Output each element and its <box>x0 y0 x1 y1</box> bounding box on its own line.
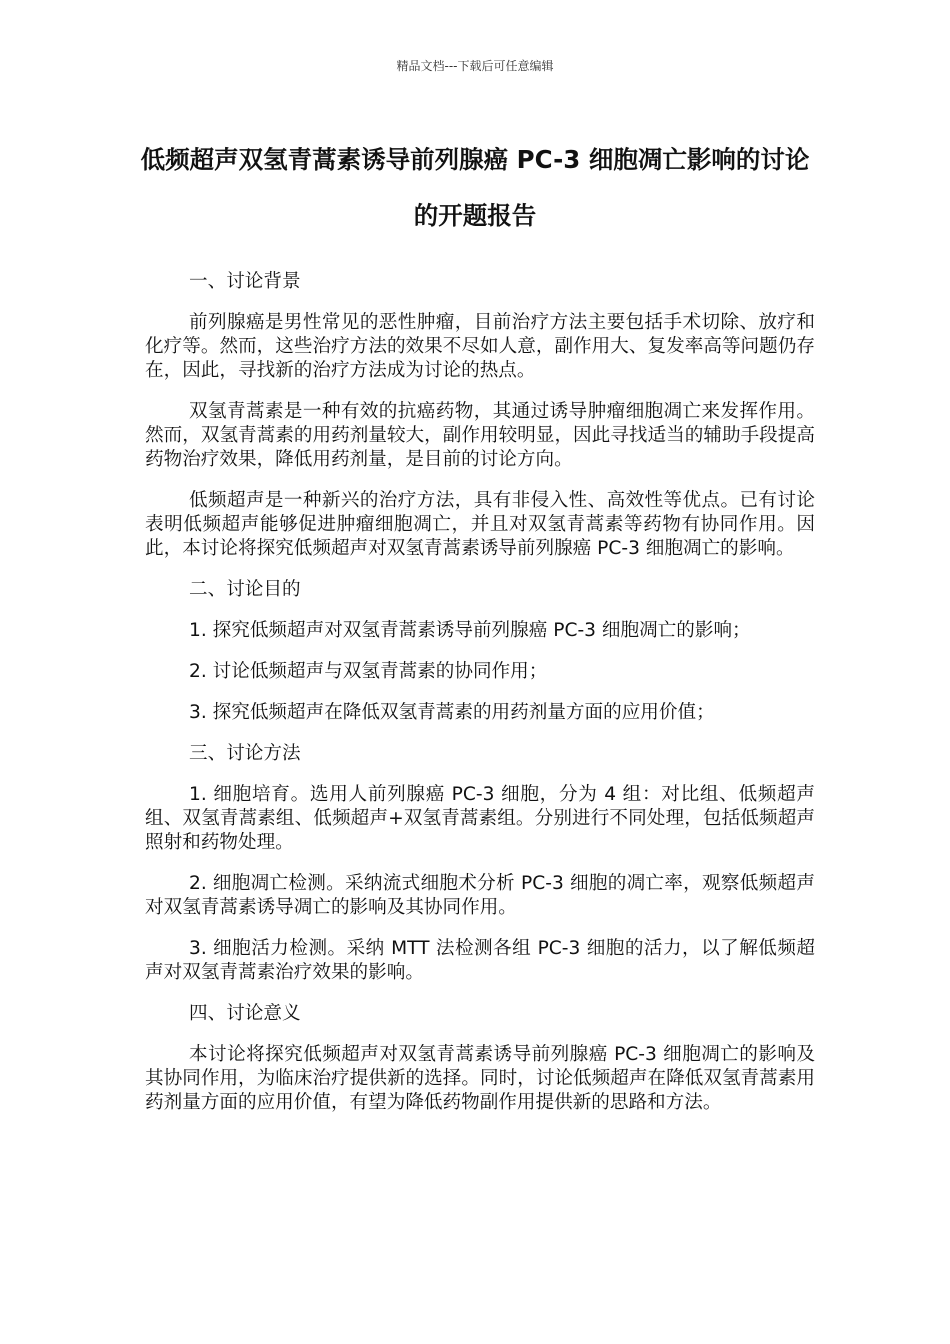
purpose-item-3: 3. 探究低频超声在降低双氢青蒿素的用药剂量方面的应用价值； <box>189 702 715 723</box>
significance-paragraph-1: 本讨论将探究低频超声对双氢青蒿素诱导前列腺癌 PC-3 细胞凋亡的影响及其协同作用，为临床治疗提供新的选择。同时，讨论低频超声在降低双氢青蒿素用药剂量方面的应用价值，有望为降低药物副作用提供新的思路和方法。 <box>145 1044 815 1113</box>
section-heading-significance: 四、讨论意义 <box>189 1003 301 1024</box>
methods-item-1: 1. 细胞培育。选用人前列腺癌 PC-3 细胞，分为 4 组：对比组、低频超声组、双氢青蒿素组、低频超声+双氢青蒿素组。分别进行不同处理，包括低频超声照射和药物处理。 <box>145 784 815 853</box>
section-heading-methods: 三、讨论方法 <box>189 743 301 764</box>
section-heading-background: 一、讨论背景 <box>189 271 301 292</box>
background-paragraph-1: 前列腺癌是男性常见的恶性肿瘤，目前治疗方法主要包括手术切除、放疗和化疗等。然而，这些治疗方法的效果不尽如人意，副作用大、复发率高等问题仍存在，因此，寻找新的治疗方法成为讨论的热点。 <box>145 312 815 381</box>
background-paragraph-2: 双氢青蒿素是一种有效的抗癌药物，其通过诱导肿瘤细胞凋亡来发挥作用。然而，双氢青蒿素的用药剂量较大，副作用较明显，因此寻找适当的辅助手段提高药物治疗效果，降低用药剂量，是目前的讨论方向。 <box>145 401 815 470</box>
document-body <box>145 270 815 1132</box>
section-heading-purpose: 二、讨论目的 <box>189 579 301 600</box>
header-note: 精品文档---下载后可任意编辑 <box>396 59 554 73</box>
methods-item-2: 2. 细胞凋亡检测。采纳流式细胞术分析 PC-3 细胞的凋亡率，观察低频超声对双氢青蒿素诱导凋亡的影响及其协同作用。 <box>145 873 815 918</box>
purpose-item-2: 2. 讨论低频超声与双氢青蒿素的协同作用； <box>189 661 548 682</box>
purpose-item-1: 1. 探究低频超声对双氢青蒿素诱导前列腺癌 PC-3 细胞凋亡的影响； <box>189 620 751 641</box>
document-title: 低频超声双氢青蒿素诱导前列腺癌 PC-3 细胞凋亡影响的讨论的开题报告 <box>140 145 810 230</box>
methods-item-3: 3. 细胞活力检测。采纳 MTT 法检测各组 PC-3 细胞的活力，以了解低频超声对双氢青蒿素治疗效果的影响。 <box>145 938 815 983</box>
background-paragraph-3: 低频超声是一种新兴的治疗方法，具有非侵入性、高效性等优点。已有讨论表明低频超声能够促进肿瘤细胞凋亡，并且对双氢青蒿素等药物有协同作用。因此，本讨论将探究低频超声对双氢青蒿素诱导前列腺癌 PC-3 细胞凋亡的影响。 <box>145 490 815 559</box>
